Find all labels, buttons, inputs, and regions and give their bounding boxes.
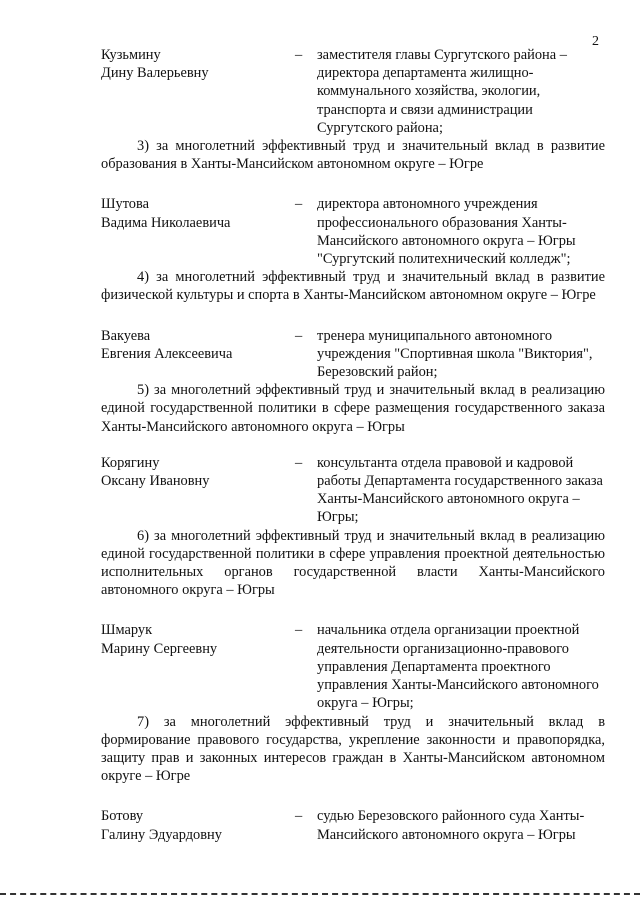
- dash-separator: –: [295, 454, 303, 471]
- awardee-given-name: Дину Валерьевну: [101, 65, 209, 82]
- awardee-name: [101, 454, 295, 527]
- awardee-name: [101, 195, 295, 268]
- awardee-position: заместителя главы Сургутского района – директора департамента жилищно-коммунального хозяйства, экологии, транспорта и связи администрации Сургутского района;: [317, 47, 567, 136]
- award-entry: [101, 46, 605, 137]
- awardee-given-name: Оксану Ивановну: [101, 473, 210, 490]
- awardee-surname: Шмарук: [101, 622, 153, 639]
- dash-separator: –: [295, 622, 303, 639]
- awardee-surname: Вакуева: [101, 327, 151, 344]
- awardee-surname: Корягину: [101, 454, 160, 471]
- awardee-position: директора автономного учреждения профессионального образования Ханты-Мансийского автономного округа – Югры "Сургутский политехнический колледж";: [317, 196, 576, 268]
- awardee-given-name: Марину Сергеевну: [101, 640, 218, 657]
- document-body: [101, 46, 605, 844]
- award-clause: 5) за многолетний эффективный труд и значительный вклад в реализацию единой государственной политики в сфере размещения государственного заказа Ханты-Мансийского автономного округа – Югры: [101, 382, 605, 435]
- awardee-position: тренера муниципального автономного учреждения "Спортивная школа "Виктория", Березовский район;: [317, 327, 593, 381]
- dash-separator: –: [295, 808, 303, 825]
- awardee-surname: Шутова: [101, 196, 149, 213]
- award-clause: 7) за многолетний эффективный труд и значительный вклад в формирование правового государства, укрепление законности и правопорядка, защиту прав и законных интересов граждан в Ханты-Мансийском автономном округе – Югре: [101, 713, 605, 785]
- dash-separator: –: [295, 327, 303, 344]
- awardee-name: [101, 621, 295, 712]
- dash-separator: –: [295, 196, 303, 213]
- page-number: 2: [592, 34, 599, 49]
- dash-separator: –: [295, 47, 303, 63]
- awardee-name: [101, 46, 295, 137]
- award-entry: [101, 327, 605, 382]
- awardee-name: [101, 327, 295, 382]
- award-clause: 6) за многолетний эффективный труд и значительный вклад в реализацию единой государственной политики в сфере управления проектной деятельностью исполнительных органов государственной власти Ханты-Мансийского автономного округа – Югры: [101, 527, 605, 599]
- award-entry: [101, 454, 605, 527]
- awardee-given-name: Вадима Николаевича: [101, 214, 231, 231]
- page-bottom-edge: [0, 893, 640, 895]
- awardee-surname: Ботову: [101, 808, 144, 825]
- awardee-given-name: Галину Эдуардовну: [101, 826, 222, 843]
- award-clause: 4) за многолетний эффективный труд и значительный вклад в развитие физической культуры и спорта в Ханты-Мансийском автономном округе – Югре: [101, 269, 605, 304]
- awardee-position: консультанта отдела правовой и кадровой работы Департамента государственного заказа Ханты-Мансийского автономного округа – Югры;: [317, 454, 603, 526]
- award-entry: [101, 195, 605, 268]
- awardee-position: судью Березовского районного суда Ханты-Мансийского автономного округа – Югры: [317, 808, 585, 843]
- awardee-name: [101, 807, 295, 843]
- award-entry: [101, 621, 605, 712]
- awardee-position: начальника отдела организации проектной деятельности организационно-правового управления Департамента проектного управления Ханты-Мансийского автономного округа – Югры;: [317, 622, 599, 712]
- award-entry: [101, 807, 605, 843]
- awardee-surname: Кузьмину: [101, 47, 161, 63]
- award-clause: 3) за многолетний эффективный труд и значительный вклад в развитие образования в Ханты-Мансийском автономном округе – Югре: [101, 138, 605, 173]
- awardee-given-name: Евгения Алексеевича: [101, 345, 233, 362]
